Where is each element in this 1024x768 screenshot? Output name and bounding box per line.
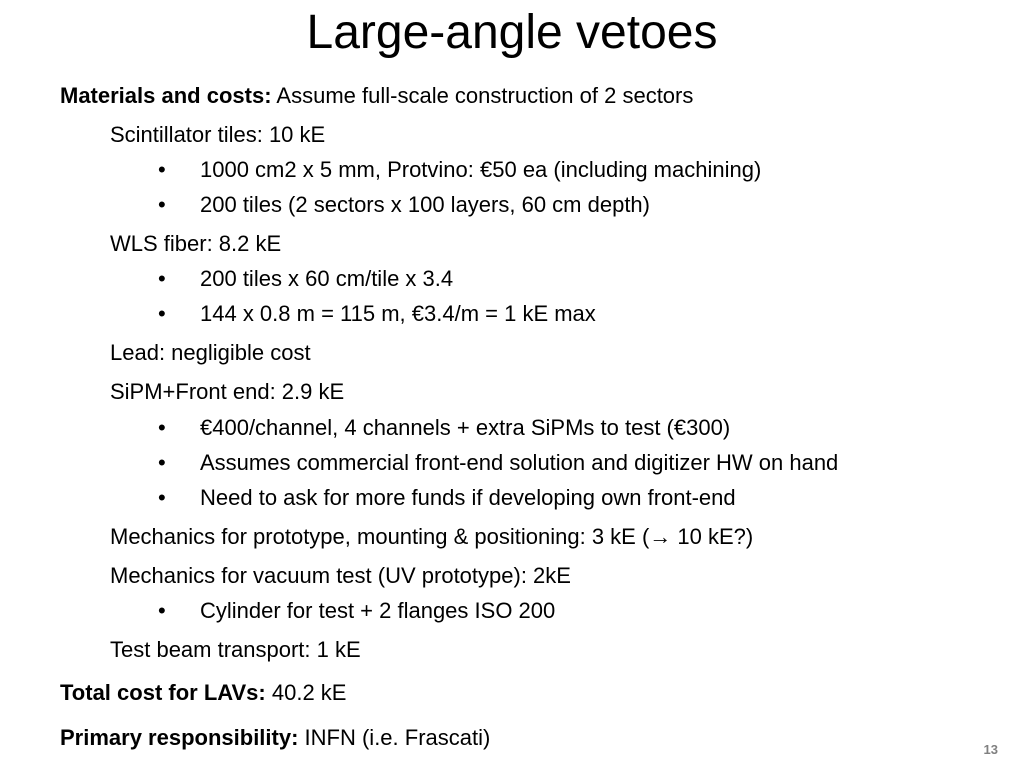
responsibility-label: Primary responsibility: — [60, 725, 299, 750]
bullet-text: €400/channel, 4 channels + extra SiPMs to test (€300) — [200, 415, 731, 440]
bullet-item — [158, 156, 762, 184]
bullet-item — [158, 449, 839, 477]
bullet-item — [158, 191, 650, 219]
total-cost-line — [60, 679, 346, 707]
bullet-item — [158, 300, 596, 328]
lead-heading: Lead: negligible cost — [110, 340, 311, 365]
bullet-text: Cylinder for test + 2 flanges ISO 200 — [200, 598, 556, 623]
test-beam-heading: Test beam transport: 1 kE — [110, 637, 361, 662]
bullet-icon: • — [158, 485, 166, 510]
bullet-icon: • — [158, 157, 166, 182]
total-cost-label: Total cost for LAVs: — [60, 680, 266, 705]
bullet-item — [158, 484, 736, 512]
bullet-item — [158, 597, 556, 625]
mechanics-prototype-heading: Mechanics for prototype, mounting & positioning: 3 kE (→ 10 kE?) — [110, 524, 754, 549]
wls-heading: WLS fiber: 8.2 kE — [110, 231, 282, 256]
mechanics-vacuum-heading: Mechanics for vacuum test (UV prototype): 2kE — [110, 563, 571, 588]
bullet-text: 144 x 0.8 m = 115 m, €3.4/m = 1 kE max — [200, 301, 596, 326]
bullet-item — [158, 265, 454, 293]
materials-line — [60, 82, 693, 110]
total-cost-value: 40.2 kE — [271, 680, 347, 705]
bullet-text: 1000 cm2 x 5 mm, Protvino: €50 ea (including machining) — [200, 157, 762, 182]
bullet-icon: • — [158, 598, 166, 623]
bullet-text: 200 tiles x 60 cm/tile x 3.4 — [200, 266, 454, 291]
slide-title: Large-angle vetoes — [306, 6, 718, 59]
bullet-icon: • — [158, 266, 166, 291]
responsibility-line — [60, 724, 490, 752]
bullet-icon: • — [158, 415, 166, 440]
materials-text: Assume full-scale construction of 2 sectors — [276, 83, 694, 108]
page-number: 13 — [983, 742, 998, 757]
bullet-text: 200 tiles (2 sectors x 100 layers, 60 cm depth) — [200, 192, 650, 217]
bullet-icon: • — [158, 301, 166, 326]
bullet-icon: • — [158, 192, 166, 217]
responsibility-value: INFN (i.e. Frascati) — [304, 725, 491, 750]
scintillator-heading: Scintillator tiles: 10 kE — [110, 122, 326, 147]
materials-label: Materials and costs: — [60, 83, 272, 108]
bullet-item — [158, 414, 731, 442]
sipm-heading: SiPM+Front end: 2.9 kE — [110, 379, 345, 404]
bullet-icon: • — [158, 450, 166, 475]
bullet-text: Need to ask for more funds if developing own front-end — [200, 485, 736, 510]
bullet-text: Assumes commercial front-end solution and digitizer HW on hand — [200, 450, 839, 475]
